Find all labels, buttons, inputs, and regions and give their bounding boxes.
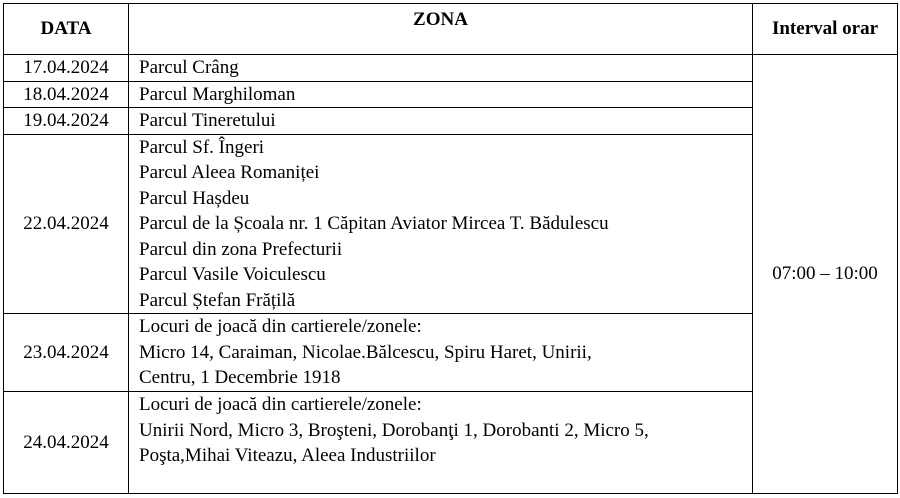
row-zone — [129, 314, 753, 392]
row-zone — [129, 392, 753, 494]
zone-line: Parcul Vasile Voiculescu — [139, 264, 326, 285]
zone-line: Parcul din zona Prefecturii — [139, 238, 343, 260]
zone-line: Parcul Aleea Romaniței — [139, 162, 320, 183]
zone-line: Locuri de joacă din cartierele/zonele: — [139, 394, 422, 415]
zone-line: Parcul Hașdeu — [139, 187, 250, 209]
row-date: 17.04.2024 — [4, 55, 129, 82]
zone-line: Centru, 1 Decembrie 1918 — [139, 367, 341, 388]
header-data: DATA — [4, 4, 129, 55]
row-zone — [129, 108, 753, 135]
header-row — [4, 4, 898, 55]
interval-cell: 07:00 – 10:00 — [753, 55, 898, 494]
zone-line: Parcul Crâng — [139, 57, 239, 78]
row-date: 19.04.2024 — [4, 108, 129, 135]
row-date: 18.04.2024 — [4, 81, 129, 108]
zone-line: Parcul Tineretului — [139, 110, 276, 131]
row-date: 23.04.2024 — [4, 314, 129, 392]
row-zone — [129, 81, 753, 108]
schedule-table — [3, 3, 898, 494]
table-row — [4, 55, 898, 82]
zone-line: Parcul Ștefan Frățilă — [139, 289, 296, 311]
zone-line: Poşta,Mihai Viteazu, Aleea Industriilor — [139, 445, 436, 466]
zone-line: Parcul de la Școala nr. 1 Căpitan Aviator Mircea T. Bădulescu — [139, 213, 609, 234]
row-zone — [129, 134, 753, 314]
zone-line: Locuri de joacă din cartierele/zonele: — [139, 316, 422, 337]
zone-line: Micro 14, Caraiman, Nicolae.Bălcescu, Spiru Haret, Unirii, — [139, 341, 592, 363]
header-interval: Interval orar — [753, 4, 898, 55]
zone-line: Parcul Sf. Îngeri — [139, 136, 265, 158]
row-date: 22.04.2024 — [4, 134, 129, 314]
row-zone — [129, 55, 753, 82]
zone-line: Parcul Marghiloman — [139, 83, 296, 105]
header-zona: ZONA — [129, 4, 753, 55]
zone-line: Unirii Nord, Micro 3, Broşteni, Dorobanţi 1, Dorobanti 2, Micro 5, — [139, 419, 649, 441]
row-date: 24.04.2024 — [4, 392, 129, 494]
